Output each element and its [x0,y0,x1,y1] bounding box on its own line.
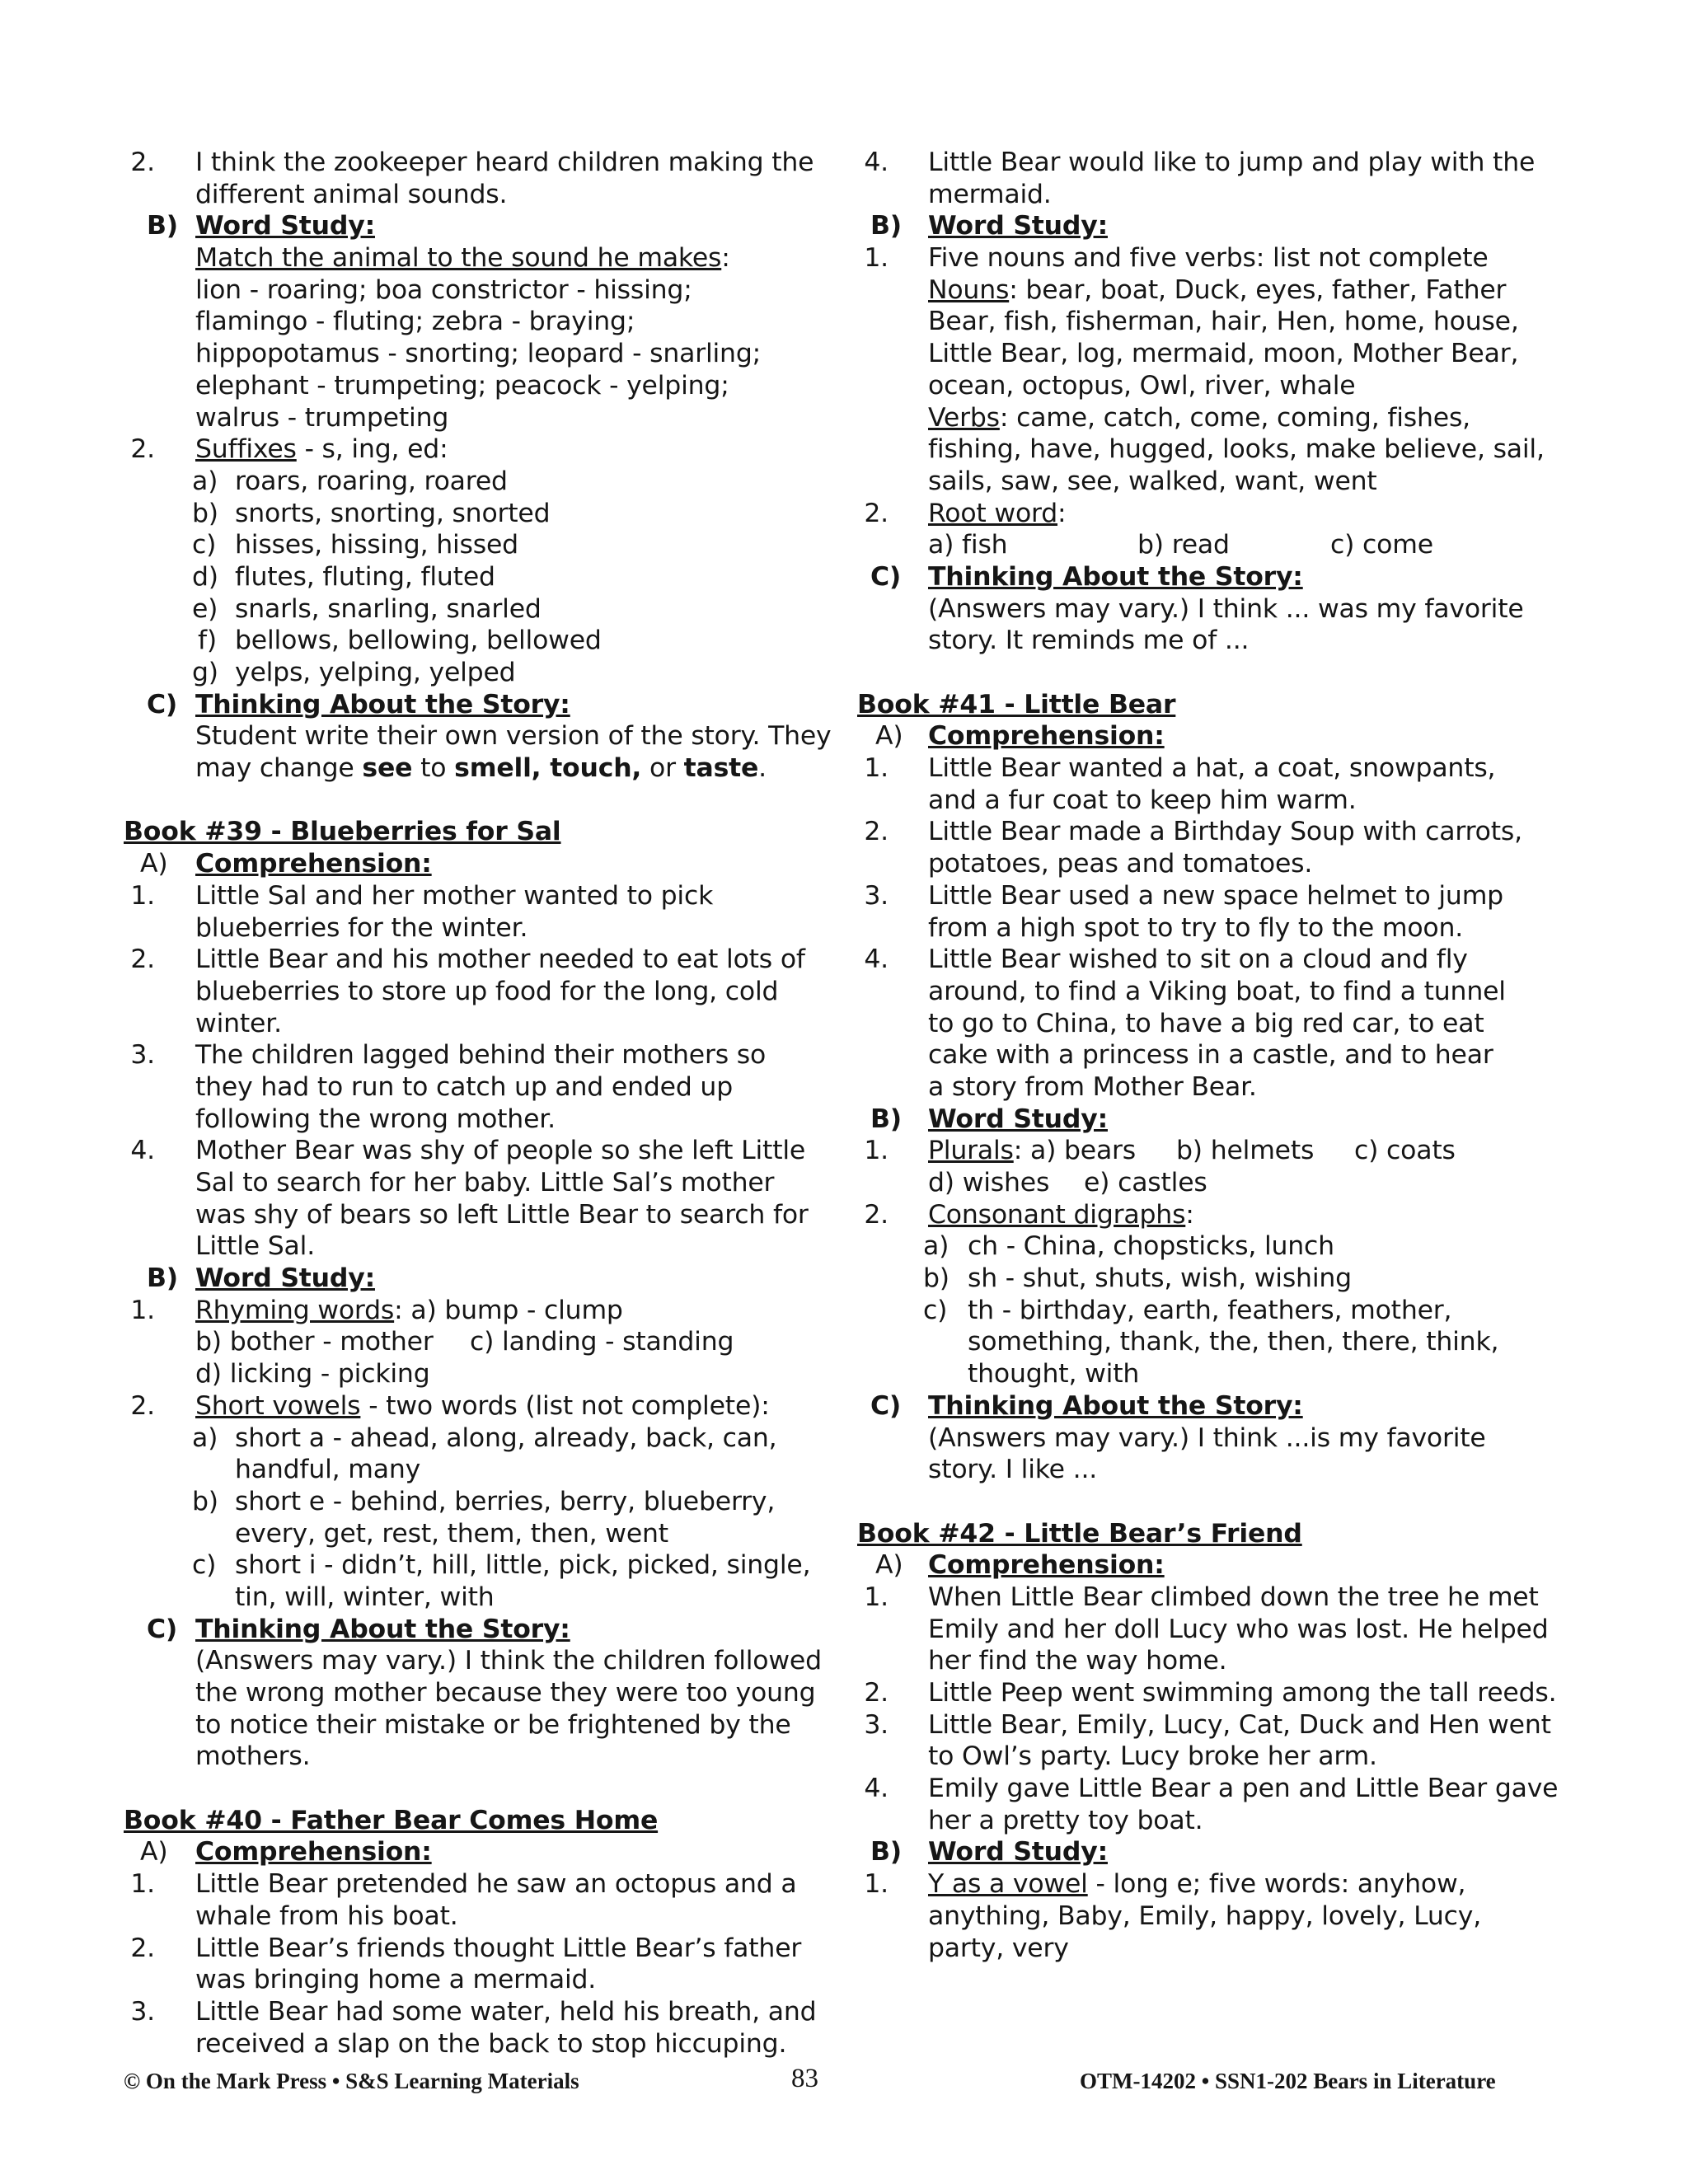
section-heading: A) Comprehension: [140,1837,432,1868]
section-heading: A) Comprehension: [875,1550,1165,1581]
footer-product-code: OTM-14202 • SSN1-202 Bears in Literature [1080,2069,1496,2093]
page-number: 83 [791,2064,818,2093]
section-heading: C) Thinking About the Story: [147,689,570,719]
list-item: 2. Suffixes - s, ing, ed: [130,434,448,465]
section-heading: B) Word Study: [147,1263,375,1294]
section-heading: A) Comprehension: [875,721,1165,752]
footer-publisher: © On the Mark Press • S&S Learning Materials [124,2069,579,2093]
section-heading: C) Thinking About the Story: [870,1390,1303,1421]
book-title: Book #42 - Little Bear’s Friend [857,1518,1302,1549]
left-column: 2. I think the zookeeper heard children making the different animal sounds. B) Word Study: Match the animal to the sound he makes: lion - roaring; boa constrictor - hissing; flamingo - fluting; zebra - braying; hippopotamus - snorting; leopard - snarling; elephant - trumpeting; peacock - yelping; walrus - trumpeting 2. Suffixes - s, ing, ed: a) roars, roaring, roared b) snorts, snorting, snorted c) hisses, hissing, hissed d) flutes, fluting, fluted e) snarls, snarling, snarled f) bellows, bellowing, bellowed g) yelps, yelping, yelped C) Thinking About the Story: Student write their own version of the story. They may change see to smell, touch, or taste. Book #39 - Blueberries for Sal A) Comprehension: 1. Little Sal and her mother wanted to pick blueberries for the winter. 2. Little Bear and his mother needed to eat lots of blueberries to store up food for the long, cold winter. 3. The children lagged behind their mothers so they had to run to catch up and ended up following the wrong mother. 4. Mother Bear was shy of people so she left Little Sal to search for her baby. Little Sal’s mother was shy of bears so left Little Bear to search for Little Sal. B) Word Study: 1. Rhyming words: a) bump - clump b) bother - mother c) landing - standing d) licking - picking 2. Short vowels - two words (list not complete): a) short a - ahead, along, already, back, can, handful, many b) short e - behind, berries, berry, blueberry, every, get, rest, them, then, went c) short i - didn’t, hill, little, pick, picked, single, tin, will, winter, with C) Thinking About the Story: (Answers may vary.) I think the children followed the wrong mother because they were too young to notice their mistake or be frightened by the mothers. Book #40 - Father Bear Comes Home A) Comprehension: 1. Little Bear pretended he saw an octopus and a whale from his boat. 2. Little Bear’s friends thought Little Bear’s father was bringing home a mermaid. 3. Little Bear had some water, held his breath, and received a slap on the back to stop hiccuping. [124,148,832,2059]
section-heading: B) Word Study: [870,1837,1108,1868]
section-heading: C) Thinking About the Story: [147,1614,570,1644]
book-title: Book #39 - Blueberries for Sal [124,817,561,847]
book-title: Book #41 - Little Bear [857,689,1176,719]
list-item: 2. I think the zookeeper heard children making the [130,148,814,177]
section-heading: C) Thinking About the Story: [870,561,1303,592]
book-title: Book #40 - Father Bear Comes Home [124,1805,659,1835]
section-heading: B) Word Study: [870,211,1108,241]
section-heading: B) Word Study: [870,1104,1108,1134]
right-column: 4. Little Bear would like to jump and play with the mermaid. B) Word Study: 1. Five nouns and five verbs: list not complete Nouns: bear, boat, Duck, eyes, father, Father Bear, fish, fisherman, hair, Hen, home, house, Little Bear, log, mermaid, moon, Mother Bear, ocean, octopus, Owl, river, whale Verbs: came, catch, come, coming, fishes, fishing, have, hugged, looks, make believe, sail, sails, saw, see, walked, want, went 2. Root word: a) fish b) read c) come C) Thinking About the Story: (Answers may vary.) I think ... was my favorite story. It reminds me of ... Book #41 - Little Bear A) Comprehension: 1. Little Bear wanted a hat, a coat, snowpants, and a fur coat to keep him warm. 2. Little Bear made a Birthday Soup with carrots, potatoes, peas and tomatoes. 3. Little Bear used a new space helmet to jump from a high spot to try to fly to the moon. 4. Little Bear wished to sit on a cloud and fly around, to find a Viking boat, to find a tunnel to go to China, to have a big red car, to eat cake with a princess in a castle, and to hear a story from Mother Bear. B) Word Study: 1. Plurals: a) bears b) helmets c) coats d) wishes e) castles 2. Consonant digraphs: a) ch - China, chopsticks, lunch b) sh - shut, shuts, wish, wishing c) th - birthday, earth, feathers, mother, something, thank, the, then, there, think, thought, with C) Thinking About the Story: (Answers may vary.) I think ...is my favorite story. I like ... Book #42 - Little Bear’s Friend A) Comprehension: 1. When Little Bear climbed down the tree he met Emily and her doll Lucy who was lost. He helped her find the way home. 2. Little Peep went swimming among the tall reeds. 3. Little Bear, Emily, Lucy, Cat, Duck and Hen went to Owl’s party. Lucy broke her arm. 4. Emily gave Little Bear a pen and Little Bear gave her a pretty toy boat. B) Word Study: 1. Y as a vowel - long e; five words: anyhow, anything, Baby, Emily, happy, lovely, Lucy, party, very [857,147,1574,1964]
section-heading: A) Comprehension: [140,849,432,879]
section-heading: B) Word Study: [147,211,375,241]
